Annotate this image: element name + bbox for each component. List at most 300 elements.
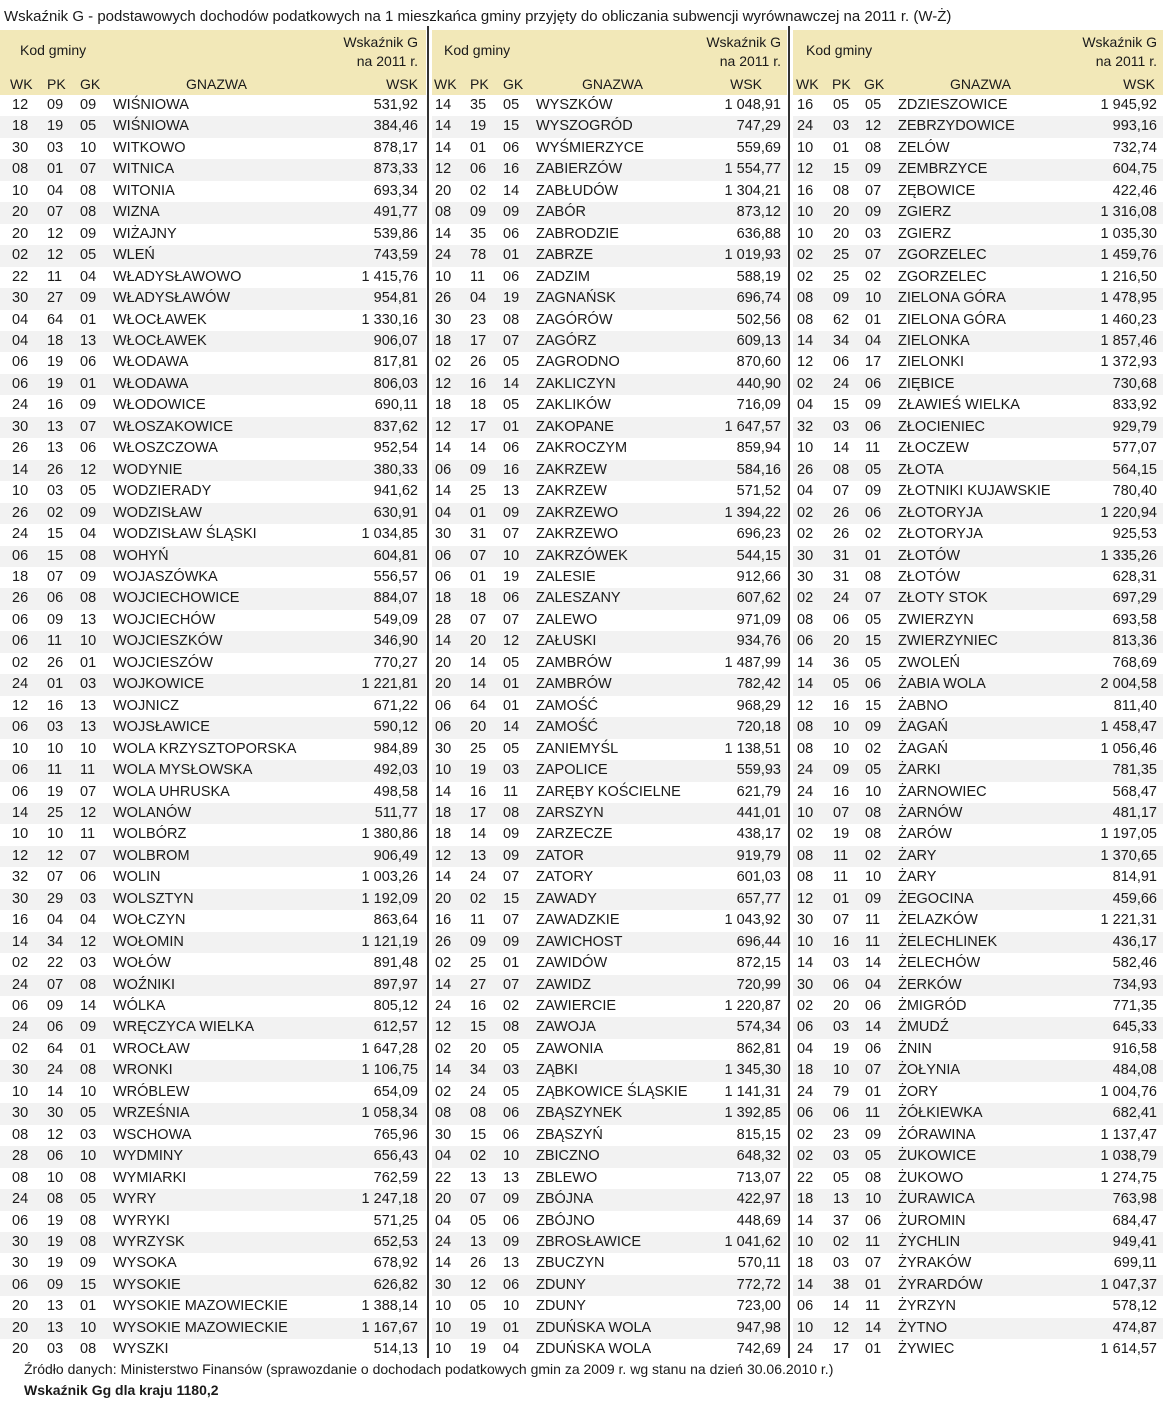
cell-wk: 02 [797, 590, 814, 607]
cell-gk: 09 [80, 568, 97, 585]
col-header-gnazwa: GNAZWA [582, 76, 643, 92]
cell-wsk: 684,47 [1112, 1212, 1157, 1229]
cell-wk: 26 [12, 440, 29, 457]
cell-gk: 09 [80, 504, 97, 521]
cell-wsk: 693,58 [1112, 611, 1157, 628]
cell-gk: 08 [865, 568, 882, 585]
cell-name: ŻELECHÓW [898, 955, 981, 972]
cell-pk: 08 [47, 1191, 64, 1208]
cell-wk: 02 [435, 354, 452, 371]
table-row [0, 631, 426, 652]
cell-wsk: 713,07 [736, 1169, 781, 1186]
cell-wsk: 768,69 [1112, 654, 1157, 671]
table-row [432, 846, 787, 867]
cell-pk: 07 [47, 204, 64, 221]
cell-wsk: 1 647,28 [361, 1040, 418, 1057]
cell-name: ZAWIDÓW [536, 955, 608, 972]
cell-wsk: 1 141,31 [724, 1083, 781, 1100]
cell-pk: 06 [470, 161, 487, 178]
cell-wsk: 626,82 [373, 1276, 418, 1293]
cell-wk: 10 [435, 1319, 452, 1336]
cell-wsk: 1 058,34 [361, 1105, 418, 1122]
cell-pk: 06 [833, 611, 850, 628]
cell-wsk: 863,64 [373, 912, 418, 929]
table-row [0, 739, 426, 760]
cell-wk: 02 [797, 526, 814, 543]
table-row [432, 481, 787, 502]
cell-wk: 10 [797, 440, 814, 457]
cell-wk: 06 [797, 633, 814, 650]
cell-pk: 19 [833, 1040, 850, 1057]
cell-wk: 24 [12, 1191, 29, 1208]
cell-wsk: 601,03 [736, 869, 781, 886]
cell-wsk: 1 220,94 [1100, 504, 1157, 521]
cell-wsk: 1 048,91 [724, 97, 781, 113]
cell-name: WITKOWO [113, 139, 186, 156]
table-row [0, 1146, 426, 1167]
cell-gk: 05 [865, 611, 882, 628]
cell-gk: 09 [503, 1191, 520, 1208]
col-header-wsk: WSK [386, 76, 418, 92]
cell-name: ZDUŃSKA WOLA [536, 1341, 652, 1358]
table-row [793, 159, 1163, 180]
cell-gk: 02 [503, 998, 520, 1015]
table-row [793, 975, 1163, 996]
cell-wsk: 1 647,57 [724, 418, 781, 435]
cell-gk: 05 [865, 1148, 882, 1165]
table-row [793, 460, 1163, 481]
cell-pk: 22 [47, 955, 64, 972]
table-row [793, 910, 1163, 931]
col-header-pk: PK [470, 76, 489, 92]
cell-pk: 18 [470, 397, 487, 414]
col-header-wk: WK [434, 76, 457, 92]
cell-wsk: 929,79 [1112, 418, 1157, 435]
cell-pk: 14 [47, 1083, 64, 1100]
table-row [793, 288, 1163, 309]
cell-pk: 18 [470, 590, 487, 607]
cell-gk: 03 [503, 1062, 520, 1079]
table-row [793, 245, 1163, 266]
cell-name: ZŁOCIENIEC [898, 418, 986, 435]
cell-wsk: 1 035,30 [1100, 225, 1157, 242]
cell-gk: 02 [865, 526, 882, 543]
cell-pk: 19 [470, 1341, 487, 1358]
cell-gk: 12 [80, 933, 97, 950]
cell-wsk: 481,17 [1112, 804, 1157, 821]
cell-pk: 06 [833, 1105, 850, 1122]
cell-pk: 29 [47, 890, 64, 907]
cell-wsk: 607,62 [736, 590, 781, 607]
table-row [0, 138, 426, 159]
cell-pk: 06 [47, 1148, 64, 1165]
cell-gk: 06 [865, 1040, 882, 1057]
cell-pk: 25 [47, 804, 64, 821]
cell-wsk: 1 380,86 [361, 826, 418, 843]
cell-wk: 04 [12, 332, 29, 349]
cell-wsk: 949,41 [1112, 1234, 1157, 1251]
cell-wk: 26 [435, 290, 452, 307]
cell-wsk: 1 274,75 [1100, 1169, 1157, 1186]
cell-wk: 10 [797, 933, 814, 950]
cell-name: ŻERKÓW [898, 976, 962, 993]
cell-name: ZEMBRZYCE [898, 161, 988, 178]
cell-gk: 09 [80, 97, 97, 113]
cell-gk: 07 [865, 247, 882, 264]
cell-wk: 08 [797, 847, 814, 864]
cell-name: WOLBÓRZ [113, 826, 187, 843]
table-row [793, 996, 1163, 1017]
cell-name: WŁOSZAKOWICE [113, 418, 234, 435]
cell-wk: 20 [12, 1298, 29, 1315]
table-row [432, 181, 787, 202]
cell-pk: 09 [47, 998, 64, 1015]
cell-wsk: 621,79 [736, 783, 781, 800]
cell-pk: 19 [47, 118, 64, 135]
cell-pk: 07 [833, 483, 850, 500]
cell-wk: 30 [435, 311, 452, 328]
cell-name: WYDMINY [113, 1148, 184, 1165]
cell-name: WRZEŚNIA [113, 1105, 190, 1122]
table-row [0, 288, 426, 309]
cell-pk: 09 [833, 290, 850, 307]
cell-gk: 06 [865, 1212, 882, 1229]
cell-wsk: 1 221,31 [1100, 912, 1157, 929]
cell-name: ZAWADY [536, 890, 597, 907]
cell-name: ZAKRZEW [536, 461, 607, 478]
cell-wk: 22 [12, 268, 29, 285]
cell-pk: 13 [47, 418, 64, 435]
cell-wk: 12 [12, 847, 29, 864]
cell-name: ZAWOJA [536, 1019, 596, 1036]
cell-pk: 13 [470, 1234, 487, 1251]
cell-name: ZDUŃSKA WOLA [536, 1319, 652, 1336]
cell-gk: 09 [80, 1255, 97, 1272]
cell-pk: 13 [47, 1319, 64, 1336]
cell-pk: 20 [470, 719, 487, 736]
cell-wk: 06 [12, 783, 29, 800]
cell-gk: 09 [503, 933, 520, 950]
cell-pk: 64 [47, 1040, 64, 1057]
table-row [793, 889, 1163, 910]
cell-name: ZĄBKOWICE ŚLĄSKIE [536, 1083, 688, 1100]
cell-wsk: 1 316,08 [1100, 204, 1157, 221]
cell-pk: 09 [47, 611, 64, 628]
cell-wsk: 811,40 [1113, 697, 1157, 714]
cell-pk: 78 [470, 247, 487, 264]
cell-pk: 14 [470, 676, 487, 693]
cell-name: ZAŁUSKI [536, 633, 597, 650]
cell-wsk: 1 345,30 [724, 1062, 781, 1079]
cell-wk: 04 [797, 1040, 814, 1057]
cell-name: ZGIERZ [898, 204, 952, 221]
cell-wk: 08 [797, 290, 814, 307]
cell-wsk: 656,43 [373, 1148, 418, 1165]
table-row [793, 202, 1163, 223]
cell-name: ZAKOPANE [536, 418, 614, 435]
cell-wsk: 1 487,99 [724, 654, 781, 671]
cell-gk: 08 [503, 311, 520, 328]
cell-wsk: 1 047,37 [1100, 1276, 1157, 1293]
table-row [793, 438, 1163, 459]
cell-wk: 06 [435, 547, 452, 564]
cell-wsk: 859,94 [736, 440, 781, 457]
cell-gk: 03 [503, 762, 520, 779]
cell-pk: 19 [47, 1255, 64, 1272]
cell-wsk: 2 004,58 [1100, 676, 1157, 693]
cell-gk: 12 [865, 118, 882, 135]
cell-name: ZDZIESZOWICE [898, 97, 1008, 113]
table-row [793, 846, 1163, 867]
cell-name: WŁADYSŁAWOWO [113, 268, 242, 285]
cell-wsk: 514,13 [373, 1341, 418, 1358]
cell-gk: 04 [865, 332, 882, 349]
cell-gk: 08 [80, 182, 97, 199]
cell-wsk: 833,92 [1112, 397, 1157, 414]
cell-wsk: 549,09 [373, 611, 418, 628]
cell-wk: 04 [435, 1148, 452, 1165]
cell-pk: 07 [470, 547, 487, 564]
cell-gk: 08 [80, 204, 97, 221]
cell-wk: 08 [797, 311, 814, 328]
cell-pk: 16 [47, 397, 64, 414]
cell-gk: 01 [865, 547, 882, 564]
cell-pk: 02 [470, 182, 487, 199]
col-header-gk: GK [864, 76, 885, 92]
cell-wk: 14 [435, 976, 452, 993]
cell-wsk: 459,66 [1112, 890, 1157, 907]
cell-wsk: 630,91 [373, 504, 418, 521]
cell-name: WOLA MYSŁOWSKA [113, 762, 253, 779]
cell-gk: 14 [80, 998, 97, 1015]
cell-wsk: 544,15 [736, 547, 781, 564]
table-row [432, 567, 787, 588]
cell-wsk: 696,44 [736, 933, 781, 950]
cell-name: WYŚMIERZYCE [536, 139, 644, 156]
cell-wk: 12 [12, 697, 29, 714]
cell-name: ŻYRARDÓW [898, 1276, 983, 1293]
cell-pk: 19 [470, 1319, 487, 1336]
cell-wk: 14 [797, 1212, 814, 1229]
cell-name: WYSOKIE [113, 1276, 181, 1293]
cell-gk: 07 [80, 783, 97, 800]
cell-gk: 06 [503, 440, 520, 457]
cell-wsk: 1 056,46 [1100, 740, 1157, 757]
cell-pk: 27 [470, 976, 487, 993]
table-row [0, 567, 426, 588]
cell-wk: 06 [435, 568, 452, 585]
cell-gk: 13 [80, 611, 97, 628]
cell-gk: 09 [80, 1019, 97, 1036]
wskaznik-header: Wskaźnik G na 2011 r. [706, 34, 781, 69]
cell-pk: 15 [47, 547, 64, 564]
cell-wsk: 1 372,93 [1100, 354, 1157, 371]
cell-pk: 26 [833, 504, 850, 521]
cell-gk: 12 [80, 804, 97, 821]
cell-wk: 14 [797, 654, 814, 671]
cell-wk: 26 [435, 933, 452, 950]
cell-pk: 12 [470, 1276, 487, 1293]
cell-name: ŻYWIEC [898, 1341, 955, 1358]
cell-pk: 01 [47, 676, 64, 693]
cell-wk: 10 [797, 225, 814, 242]
cell-wk: 08 [797, 719, 814, 736]
cell-gk: 01 [865, 1341, 882, 1358]
cell-name: WŁODAWA [113, 375, 189, 392]
cell-name: ZIĘBICE [898, 375, 955, 392]
cell-pk: 16 [47, 697, 64, 714]
cell-wsk: 993,16 [1112, 118, 1157, 135]
cell-wsk: 441,01 [736, 804, 781, 821]
table-row [0, 588, 426, 609]
cell-wsk: 884,07 [373, 590, 418, 607]
cell-wk: 10 [797, 1234, 814, 1251]
cell-wsk: 577,07 [1112, 440, 1157, 457]
cell-wk: 06 [12, 611, 29, 628]
cell-name: ZABRODZIE [536, 225, 619, 242]
cell-name: ZABÓR [536, 204, 586, 221]
table-row [432, 1082, 787, 1103]
cell-gk: 16 [503, 461, 520, 478]
cell-gk: 05 [80, 247, 97, 264]
cell-name: WŁOCŁAWEK [113, 311, 207, 328]
table-row [0, 116, 426, 137]
cell-pk: 24 [833, 375, 850, 392]
cell-pk: 20 [833, 633, 850, 650]
cell-gk: 01 [503, 1319, 520, 1336]
cell-wsk: 1 614,57 [1100, 1341, 1157, 1358]
cell-gk: 10 [865, 869, 882, 886]
table-row [793, 224, 1163, 245]
cell-wsk: 498,58 [373, 783, 418, 800]
cell-pk: 15 [470, 1019, 487, 1036]
table-row [793, 739, 1163, 760]
cell-pk: 11 [470, 268, 486, 285]
cell-name: WODZIERADY [113, 483, 212, 500]
cell-wsk: 1 459,76 [1100, 247, 1157, 264]
cell-pk: 12 [833, 1319, 850, 1336]
cell-name: ZGIERZ [898, 225, 952, 242]
cell-wk: 04 [797, 397, 814, 414]
cell-wk: 30 [12, 139, 29, 156]
cell-wsk: 612,57 [373, 1019, 418, 1036]
cell-gk: 08 [80, 547, 97, 564]
cell-wk: 18 [435, 332, 452, 349]
table-row [0, 782, 426, 803]
cell-pk: 25 [833, 268, 850, 285]
cell-wsk: 952,54 [373, 440, 418, 457]
cell-pk: 20 [470, 633, 487, 650]
cell-pk: 19 [47, 783, 64, 800]
cell-name: ŻARY [898, 847, 937, 864]
cell-wsk: 762,59 [373, 1169, 418, 1186]
column-divider [788, 26, 790, 1358]
cell-name: ZBICZNO [536, 1148, 600, 1165]
cell-wsk: 693,34 [373, 182, 418, 199]
table-row [0, 1318, 426, 1339]
cell-gk: 05 [503, 1083, 520, 1100]
cell-gk: 10 [80, 1148, 97, 1165]
cell-name: ŻMUDŹ [898, 1019, 949, 1036]
cell-gk: 02 [865, 740, 882, 757]
cell-name: ŻAGAŃ [898, 740, 948, 757]
cell-name: ZAKRZEWO [536, 526, 619, 543]
cell-name: ŻYTNO [898, 1319, 948, 1336]
cell-wk: 20 [435, 182, 452, 199]
cell-name: WŁOSZCZOWA [113, 440, 218, 457]
table-row [0, 1103, 426, 1124]
cell-pk: 10 [47, 740, 64, 757]
cell-wk: 10 [12, 1083, 29, 1100]
cell-name: ZABŁUDÓW [536, 182, 619, 199]
cell-pk: 14 [833, 1298, 850, 1315]
cell-name: ZARZECZE [536, 826, 613, 843]
table-row [432, 739, 787, 760]
table-row [432, 953, 787, 974]
cell-wk: 02 [797, 826, 814, 843]
cell-pk: 38 [833, 1276, 850, 1293]
cell-wsk: 873,33 [373, 161, 418, 178]
cell-wk: 10 [12, 483, 29, 500]
cell-wsk: 657,77 [736, 890, 781, 907]
table-row [793, 1296, 1163, 1317]
cell-gk: 11 [503, 783, 519, 800]
table-row [793, 310, 1163, 331]
table-header [0, 30, 426, 95]
cell-wk: 30 [797, 568, 814, 585]
cell-gk: 05 [503, 397, 520, 414]
cell-gk: 10 [80, 633, 97, 650]
cell-pk: 17 [470, 332, 487, 349]
cell-wk: 18 [435, 826, 452, 843]
cell-name: WŁODOWICE [113, 397, 206, 414]
cell-wk: 24 [435, 1234, 452, 1251]
cell-name: ZŁOTORYJA [898, 504, 983, 521]
cell-wk: 14 [435, 139, 452, 156]
cell-name: WYSZKÓW [536, 97, 613, 113]
cell-wk: 18 [797, 1062, 814, 1079]
cell-gk: 09 [865, 204, 882, 221]
cell-gk: 06 [503, 590, 520, 607]
cell-pk: 16 [470, 375, 487, 392]
cell-wk: 18 [435, 590, 452, 607]
table-row [432, 782, 787, 803]
cell-wsk: 782,42 [736, 676, 781, 693]
cell-wk: 06 [435, 719, 452, 736]
cell-wsk: 1 247,18 [361, 1191, 418, 1208]
table-row [432, 95, 787, 116]
cell-name: ŻNIN [898, 1040, 932, 1057]
cell-pk: 16 [470, 998, 487, 1015]
cell-wsk: 652,53 [373, 1234, 418, 1251]
cell-wk: 06 [435, 697, 452, 714]
cell-name: ZAKLICZYN [536, 375, 616, 392]
cell-name: ZIELONA GÓRA [898, 311, 1006, 328]
cell-gk: 05 [80, 1191, 97, 1208]
cell-wk: 18 [797, 1191, 814, 1208]
cell-name: ZŁOTNIKI KUJAWSKIE [898, 483, 1051, 500]
cell-pk: 03 [47, 1341, 64, 1358]
cell-wsk: 636,88 [736, 225, 781, 242]
cell-name: ZAKLIKÓW [536, 397, 611, 414]
cell-wk: 02 [12, 247, 29, 264]
table-row [0, 352, 426, 373]
cell-gk: 15 [503, 890, 520, 907]
cell-gk: 11 [865, 912, 881, 929]
cell-wsk: 440,90 [736, 375, 781, 392]
cell-pk: 64 [47, 311, 64, 328]
table-row [0, 1125, 426, 1146]
